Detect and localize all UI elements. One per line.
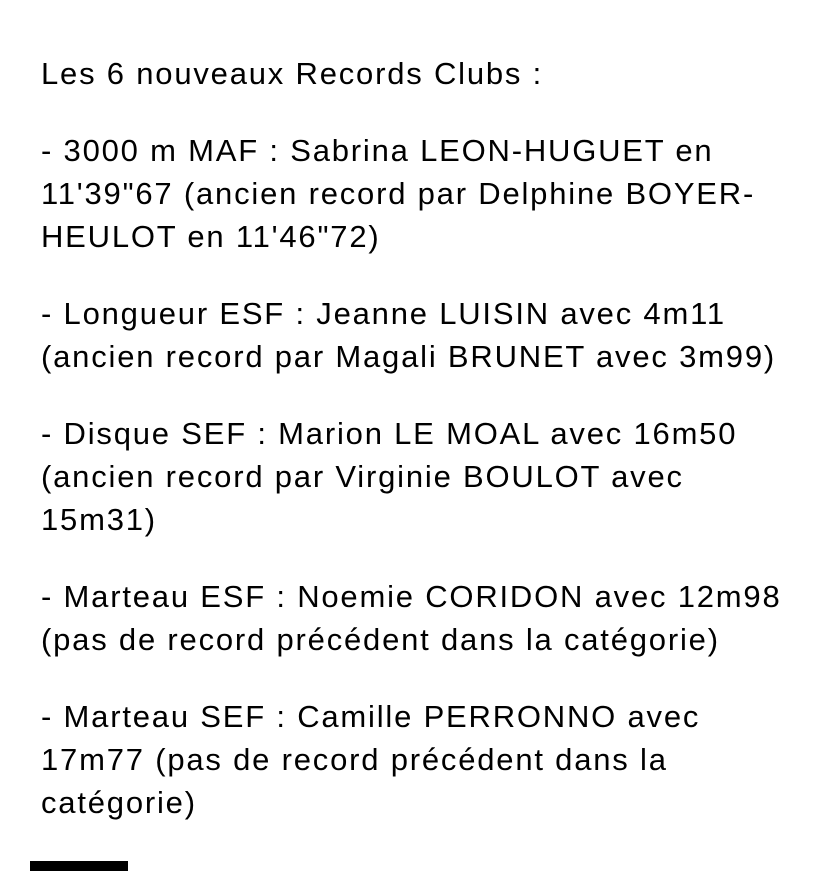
record-paragraph: - Longueur ESF : Jeanne LUISIN avec 4m11 (ancien record par Magali BRUNET avec 3m99) [41, 296, 776, 374]
record-paragraph: - Marteau SEF : Camille PERRONNO avec 17m77 (pas de record précédent dans la catégorie) [41, 699, 701, 820]
record-paragraph: - Disque SEF : Marion LE MOAL avec 16m50 (ancien record par Virginie BOULOT avec 15m31) [41, 416, 738, 537]
records-article [41, 52, 789, 824]
article-title: Les 6 nouveaux Records Clubs : [41, 56, 544, 91]
cutoff-element [30, 861, 128, 871]
record-paragraph: - 3000 m MAF : Sabrina LEON-HUGUET en 11'39"67 (ancien record par Delphine BOYER- HEULOT en 11'46"72) [41, 133, 756, 254]
records-list [41, 129, 789, 824]
record-paragraph: - Marteau ESF : Noemie CORIDON avec 12m98 (pas de record précédent dans la catégorie) [41, 579, 782, 657]
